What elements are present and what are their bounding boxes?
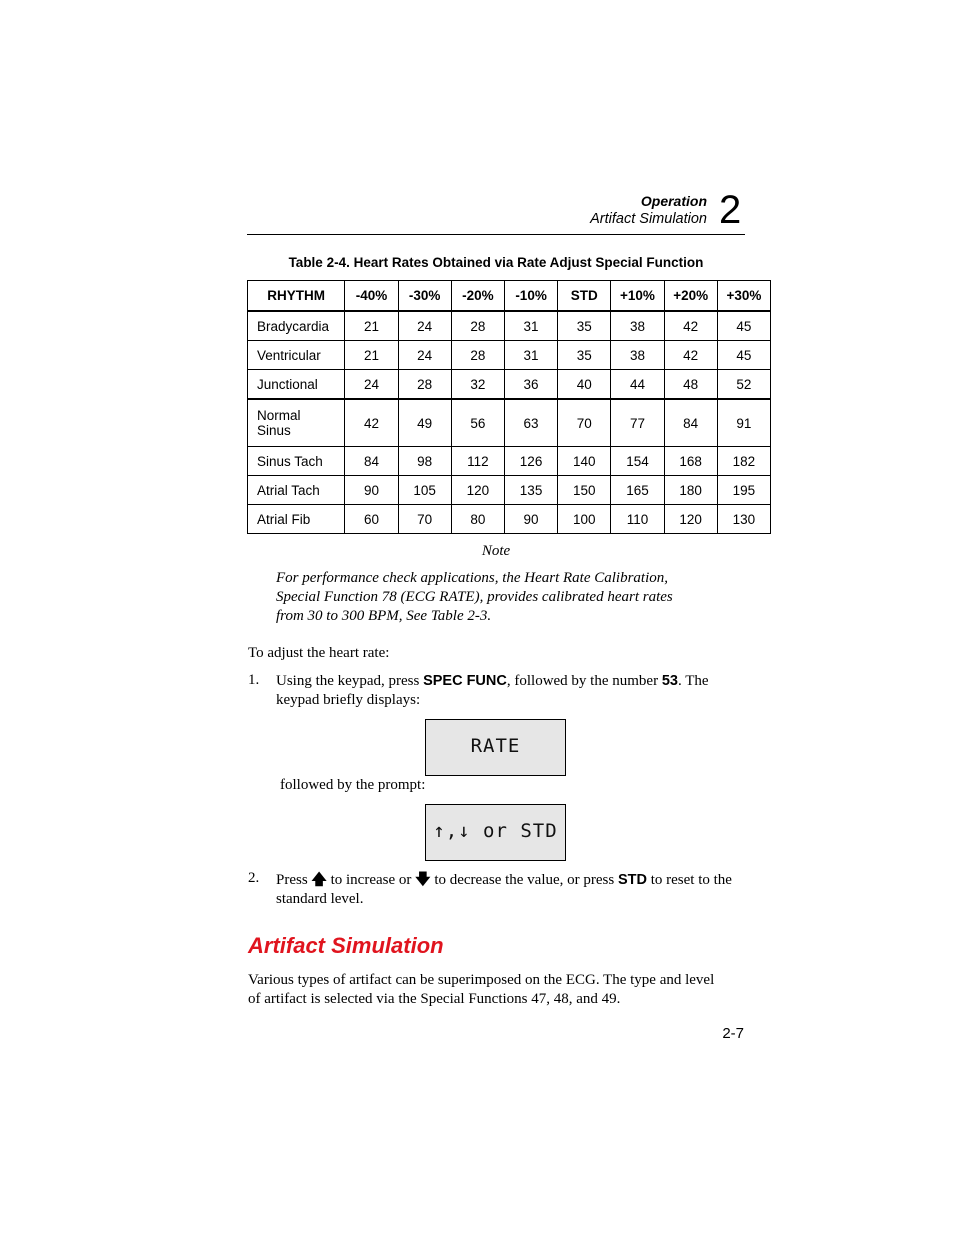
table-cell: 70 [558, 399, 611, 447]
table-cell: 112 [451, 447, 504, 476]
table-cell: 70 [398, 505, 451, 534]
table-cell: 38 [611, 311, 664, 341]
table-row [248, 311, 771, 341]
paragraph-line: of artifact is selected via the Special Functions 47, 48, and 49. [248, 991, 621, 1007]
column-header: -40% [345, 281, 398, 312]
lcd-display-prompt [425, 804, 566, 861]
intro-paragraph: To adjust the heart rate: [248, 645, 390, 661]
table-cell: 165 [611, 476, 664, 505]
running-header-chapter-title: Operation [640, 193, 707, 209]
step-2-text [276, 870, 746, 909]
table-cell: 168 [664, 447, 717, 476]
rhythm-cell: Ventricular [248, 341, 345, 370]
heart-rate-table [247, 280, 771, 534]
table-cell: 35 [558, 341, 611, 370]
table-cell: 126 [504, 447, 557, 476]
table-cell: 24 [345, 370, 398, 400]
lcd-display-rate [425, 719, 566, 776]
rhythm-cell: Atrial Tach [248, 476, 345, 505]
section-heading: Artifact Simulation [248, 933, 444, 958]
up-arrow-icon: 🡅 [311, 871, 327, 888]
table-cell: 45 [717, 311, 770, 341]
table-cell: 98 [398, 447, 451, 476]
table-cell: 35 [558, 311, 611, 341]
followed-by-text: followed by the prompt: [280, 777, 426, 793]
step-text: to increase or [326, 872, 416, 888]
table-cell: 120 [664, 505, 717, 534]
table-cell: 42 [664, 341, 717, 370]
table-cell: 154 [611, 447, 664, 476]
column-header: RHYTHM [248, 281, 345, 312]
table-cell: 130 [717, 505, 770, 534]
table-cell: 40 [558, 370, 611, 400]
rhythm-cell-line: Sinus [257, 423, 291, 438]
down-arrow-icon: 🡇 [415, 871, 431, 888]
step-text: Press [276, 872, 312, 888]
table-cell: 42 [664, 311, 717, 341]
table-cell: 91 [717, 399, 770, 447]
table-cell: 32 [451, 370, 504, 400]
header-rule [247, 234, 745, 235]
lcd-text: ↑,↓ or STD [433, 820, 558, 842]
std-key: STD [617, 872, 647, 888]
table-cell: 180 [664, 476, 717, 505]
table-row [248, 505, 771, 534]
table-cell: 31 [504, 311, 557, 341]
step-2-line-2: standard level. [276, 891, 364, 907]
step-1-line-1 [276, 672, 746, 691]
function-number: 53 [661, 673, 678, 689]
rhythm-cell: Atrial Fib [248, 505, 345, 534]
table-cell: 90 [345, 476, 398, 505]
note-line: Special Function 78 (ECG RATE), provides calibrated heart rates [276, 589, 673, 605]
spec-func-key: SPEC FUNC [423, 673, 507, 689]
table-cell: 135 [504, 476, 557, 505]
table-row [248, 370, 771, 400]
table-header-row [248, 281, 771, 312]
rhythm-cell: Sinus Tach [248, 447, 345, 476]
step-1-text [276, 672, 746, 710]
table-cell: 100 [558, 505, 611, 534]
table-cell: 105 [398, 476, 451, 505]
table-row [248, 399, 771, 447]
table-cell: 24 [398, 341, 451, 370]
column-header: +30% [717, 281, 770, 312]
table-cell: 60 [345, 505, 398, 534]
column-header: +10% [611, 281, 664, 312]
column-header: -30% [398, 281, 451, 312]
table-caption: Table 2-4. Heart Rates Obtained via Rate Adjust Special Function [288, 255, 704, 270]
note-line: from 30 to 300 BPM, See Table 2-3. [276, 608, 492, 624]
running-header-section-title: Artifact Simulation [590, 211, 707, 227]
table-cell: 90 [504, 505, 557, 534]
table-cell: 48 [664, 370, 717, 400]
table-cell: 45 [717, 341, 770, 370]
step-text: . The [677, 673, 709, 689]
table-cell: 77 [611, 399, 664, 447]
artifact-paragraph [248, 971, 748, 1009]
table-cell: 182 [717, 447, 770, 476]
table-cell: 150 [558, 476, 611, 505]
paragraph-line: Various types of artifact can be superimposed on the ECG. The type and level [248, 972, 715, 988]
table-cell: 110 [611, 505, 664, 534]
table-row [248, 447, 771, 476]
note-heading: Note [481, 543, 511, 559]
table-cell: 84 [345, 447, 398, 476]
chapter-number: 2 [719, 188, 742, 232]
table-cell: 31 [504, 341, 557, 370]
rhythm-cell: Junctional [248, 370, 345, 400]
table-cell: 140 [558, 447, 611, 476]
step-text: to reset to the [646, 872, 732, 888]
rhythm-cell: Bradycardia [248, 311, 345, 341]
table-cell: 28 [451, 341, 504, 370]
table-row [248, 476, 771, 505]
table-cell: 21 [345, 311, 398, 341]
page-number: 2-7 [722, 1025, 744, 1042]
rhythm-cell [248, 399, 345, 447]
step-1-line-2: keypad briefly displays: [276, 692, 421, 708]
step-number: 2. [248, 870, 260, 886]
column-header: STD [558, 281, 611, 312]
table-cell: 84 [664, 399, 717, 447]
table-cell: 44 [611, 370, 664, 400]
table-cell: 24 [398, 311, 451, 341]
table-cell: 56 [451, 399, 504, 447]
lcd-text: RATE [470, 735, 521, 757]
column-header: -20% [451, 281, 504, 312]
table-cell: 38 [611, 341, 664, 370]
step-text: , followed by the number [506, 673, 662, 689]
table-cell: 80 [451, 505, 504, 534]
table-cell: 52 [717, 370, 770, 400]
table-cell: 21 [345, 341, 398, 370]
table-row [248, 341, 771, 370]
step-number: 1. [248, 672, 260, 688]
column-header: +20% [664, 281, 717, 312]
step-text: to decrease the value, or press [430, 872, 618, 888]
column-header: -10% [504, 281, 557, 312]
note-body [276, 569, 716, 626]
table-cell: 28 [398, 370, 451, 400]
step-2-line-1 [276, 870, 746, 890]
table-cell: 28 [451, 311, 504, 341]
table-cell: 49 [398, 399, 451, 447]
table-cell: 42 [345, 399, 398, 447]
table-cell: 195 [717, 476, 770, 505]
table-cell: 36 [504, 370, 557, 400]
note-line: For performance check applications, the Heart Rate Calibration, [276, 570, 669, 586]
table-cell: 63 [504, 399, 557, 447]
rhythm-cell-line: Normal [257, 408, 301, 423]
table-cell: 120 [451, 476, 504, 505]
step-text: Using the keypad, press [276, 673, 424, 689]
